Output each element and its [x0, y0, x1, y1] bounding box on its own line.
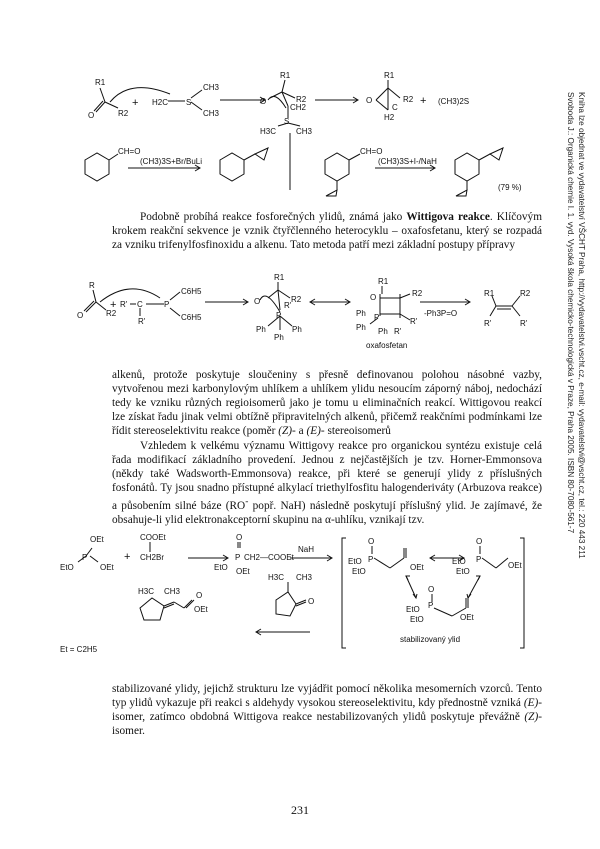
svg-text:EtO: EtO — [452, 557, 466, 566]
svg-text:+: + — [420, 95, 427, 107]
svg-text:CH2Br: CH2Br — [140, 553, 165, 562]
svg-text:CH3: CH3 — [203, 83, 220, 92]
svg-text:R2: R2 — [412, 289, 423, 298]
svg-text:EtO: EtO — [60, 563, 74, 572]
svg-text:R': R' — [120, 300, 128, 309]
svg-text:R': R' — [520, 319, 528, 328]
paragraph-alkenes: alkenů, protože poskytuje sloučeniny s přesně definovanou polohou násobné vazby, vytvořenou mezi karbonylovým uhlíkem a uhlíkem ylidu nesoucím záporný náboj, nedochází tedy ke vzniku různých regioisomerů jako je tomu u eliminačních reakcí. Wittigovou reakcí lze získat řadu jinak velmi obtížně připravitelných alkenů, přičemž reakčními podmínkami lze řídit stereoselektivitu reakce (poměr (Z)- a (E)- stereoisomerů — [112, 369, 542, 437]
svg-text:(CH3)2S: (CH3)2S — [438, 97, 470, 106]
svg-text:oxafosfetan: oxafosfetan — [366, 341, 408, 350]
svg-text:OEt: OEt — [508, 561, 522, 570]
svg-text:R1: R1 — [384, 71, 395, 80]
svg-text:O: O — [428, 585, 435, 594]
svg-text:R': R' — [284, 301, 292, 310]
svg-text:P: P — [368, 555, 374, 564]
svg-text:O: O — [476, 537, 483, 546]
svg-text:O: O — [254, 297, 261, 306]
svg-text:(CH3)3S+Br/BuLi: (CH3)3S+Br/BuLi — [140, 157, 203, 166]
svg-text:R': R' — [410, 317, 418, 326]
svg-text:O: O — [366, 96, 373, 105]
svg-text:R2: R2 — [118, 109, 129, 118]
svg-text:O: O — [260, 97, 267, 106]
svg-text:C: C — [137, 300, 143, 309]
svg-text:O: O — [236, 533, 243, 542]
svg-text:EtO: EtO — [456, 567, 470, 576]
svg-text:O: O — [88, 111, 95, 120]
side-note-line2: Kniha lze objednat ve vydavatelství VŠCHT Praha, http://vydavatelstvi.vscht.cz, e-mail: vydavatelstvi@vscht.cz, tel.: 220 443 211 — [577, 92, 586, 559]
svg-text:CH3: CH3 — [296, 127, 313, 136]
paragraph-stabilized-ylides: stabilizované ylidy, jejichž strukturu lze vyjádřit pomocí několika mesomerních vzorců. Tento typ ylidů vykazuje při reakci s aldehydy vysokou stereoselektivitu, kdy přednostně vzniká (E)- isomer, zatímco obdobná Wittigova reakce nestabilizovaných ylidů poskytuje převážně (Z)- isomer. — [112, 683, 542, 737]
svg-text:R1: R1 — [95, 78, 106, 87]
svg-text:R': R' — [394, 327, 402, 336]
svg-text:C6H5: C6H5 — [181, 313, 202, 322]
paragraph-horner-emmons: Vzhledem k velkému významu Wittigovy reakce pro organickou syntézu existuje celá řada modifikací základního provedení. Jednou z nejčastějších je tzv. Horner-Emmonsova (někdy také Wadsworth-Emmonsova) reakce, při které se generují ylidy z příslušných fosfonátů. Ty jsou snadno přístupné alkylací triethylfosfitu halogenderiváty (Arbuzova reakce) a působením silné báze (RO- popř. NaH) následně poskytují příslušný ylid. Je zajímavé, že obsahuje-li ylid elektronakceptorní skupinu na α-uhlíku, vznikají tzv. — [112, 440, 542, 526]
svg-text:O: O — [368, 537, 375, 546]
svg-text:R2: R2 — [296, 95, 307, 104]
svg-text:COOEt: COOEt — [140, 533, 166, 542]
svg-text:H3C: H3C — [268, 573, 285, 582]
svg-text:Ph: Ph — [378, 327, 388, 336]
svg-text:O: O — [196, 591, 203, 600]
svg-text:S: S — [284, 117, 290, 126]
svg-text:EtO: EtO — [406, 605, 420, 614]
svg-text:+: + — [124, 551, 131, 563]
svg-text:O: O — [370, 293, 377, 302]
svg-text:OEt: OEt — [194, 605, 208, 614]
svg-text:stabilizovaný ylid: stabilizovaný ylid — [400, 635, 461, 644]
svg-text:Ph: Ph — [356, 309, 366, 318]
svg-text:Ph: Ph — [356, 323, 366, 332]
page-number: 231 — [291, 803, 309, 817]
svg-text:R2: R2 — [291, 295, 302, 304]
svg-text:CH2—COOEt: CH2—COOEt — [244, 553, 294, 562]
svg-text:R1: R1 — [274, 273, 285, 282]
svg-text:CH3: CH3 — [164, 587, 181, 596]
svg-text:(CH3)3S+I-/NaH: (CH3)3S+I-/NaH — [378, 157, 437, 166]
svg-text:CH=O: CH=O — [118, 147, 141, 156]
svg-text:R': R' — [138, 317, 146, 326]
svg-text:OEt: OEt — [100, 563, 114, 572]
svg-text:EtO: EtO — [348, 557, 362, 566]
svg-text:O: O — [77, 311, 84, 320]
svg-text:CH=O: CH=O — [360, 147, 383, 156]
side-note-line1: Svoboda J.: Organická chemie I. 1. vyd. Vysoká škola chemicko-technologická v Praze, Praha 2005. ISBN 80-7080-561-7 — [566, 92, 575, 534]
svg-text:H2C: H2C — [152, 98, 169, 107]
svg-text:+: + — [110, 299, 117, 311]
svg-text:C6H5: C6H5 — [181, 287, 202, 296]
svg-text:C: C — [392, 103, 398, 112]
svg-text:OEt: OEt — [236, 567, 250, 576]
svg-text:P: P — [476, 555, 482, 564]
svg-text:NaH: NaH — [298, 545, 315, 554]
svg-text:R1: R1 — [484, 289, 495, 298]
svg-text:Ph: Ph — [274, 333, 284, 342]
svg-text:R': R' — [484, 319, 492, 328]
svg-text:CH3: CH3 — [296, 573, 313, 582]
svg-text:OEt: OEt — [410, 563, 424, 572]
scheme-wittig — [60, 268, 550, 358]
svg-text:H3C: H3C — [260, 127, 277, 136]
svg-text:+: + — [132, 97, 139, 109]
svg-text:P: P — [276, 311, 282, 320]
svg-text:R2: R2 — [520, 289, 531, 298]
svg-text:EtO: EtO — [214, 563, 228, 572]
svg-text:P: P — [82, 553, 88, 562]
side-note — [565, 92, 595, 772]
svg-text:R: R — [89, 281, 95, 290]
svg-text:R1: R1 — [378, 277, 389, 286]
svg-text:EtO: EtO — [352, 567, 366, 576]
svg-text:S: S — [186, 98, 192, 107]
svg-text:R2: R2 — [403, 95, 414, 104]
svg-text:-Ph3P=O: -Ph3P=O — [424, 309, 458, 318]
svg-text:H2: H2 — [384, 113, 395, 122]
svg-text:P: P — [164, 300, 170, 309]
svg-text:P: P — [235, 553, 241, 562]
scheme-sulfur-ylide — [60, 68, 560, 198]
svg-text:(79 %): (79 %) — [498, 183, 522, 192]
scheme-horner-emmons — [60, 528, 540, 668]
svg-text:R1: R1 — [280, 71, 291, 80]
svg-text:EtO: EtO — [410, 615, 424, 624]
svg-text:CH2: CH2 — [290, 103, 307, 112]
svg-text:OEt: OEt — [460, 613, 474, 622]
paragraph-wittig-intro: Podobně probíhá reakce fosforečných ylidů, známá jako Wittigova reakce. Klíčovým krokem reakční sekvence je vznik čtyřčlenného heterocyklu – oxafosfetanu, který se rozpadá za vzniku trifenylfosfinoxidu a alkenu. Tato metoda patří mezi základní postupy přípravy — [112, 211, 542, 251]
svg-text:Ph: Ph — [292, 325, 302, 334]
svg-text:O: O — [308, 597, 315, 606]
svg-text:CH3: CH3 — [203, 109, 220, 118]
svg-text:H3C: H3C — [138, 587, 155, 596]
svg-text:OEt: OEt — [90, 535, 104, 544]
svg-text:Et = C2H5: Et = C2H5 — [60, 645, 98, 654]
svg-text:Ph: Ph — [256, 325, 266, 334]
svg-text:P: P — [428, 601, 434, 610]
svg-text:P: P — [374, 313, 380, 322]
svg-text:R2: R2 — [106, 309, 117, 318]
